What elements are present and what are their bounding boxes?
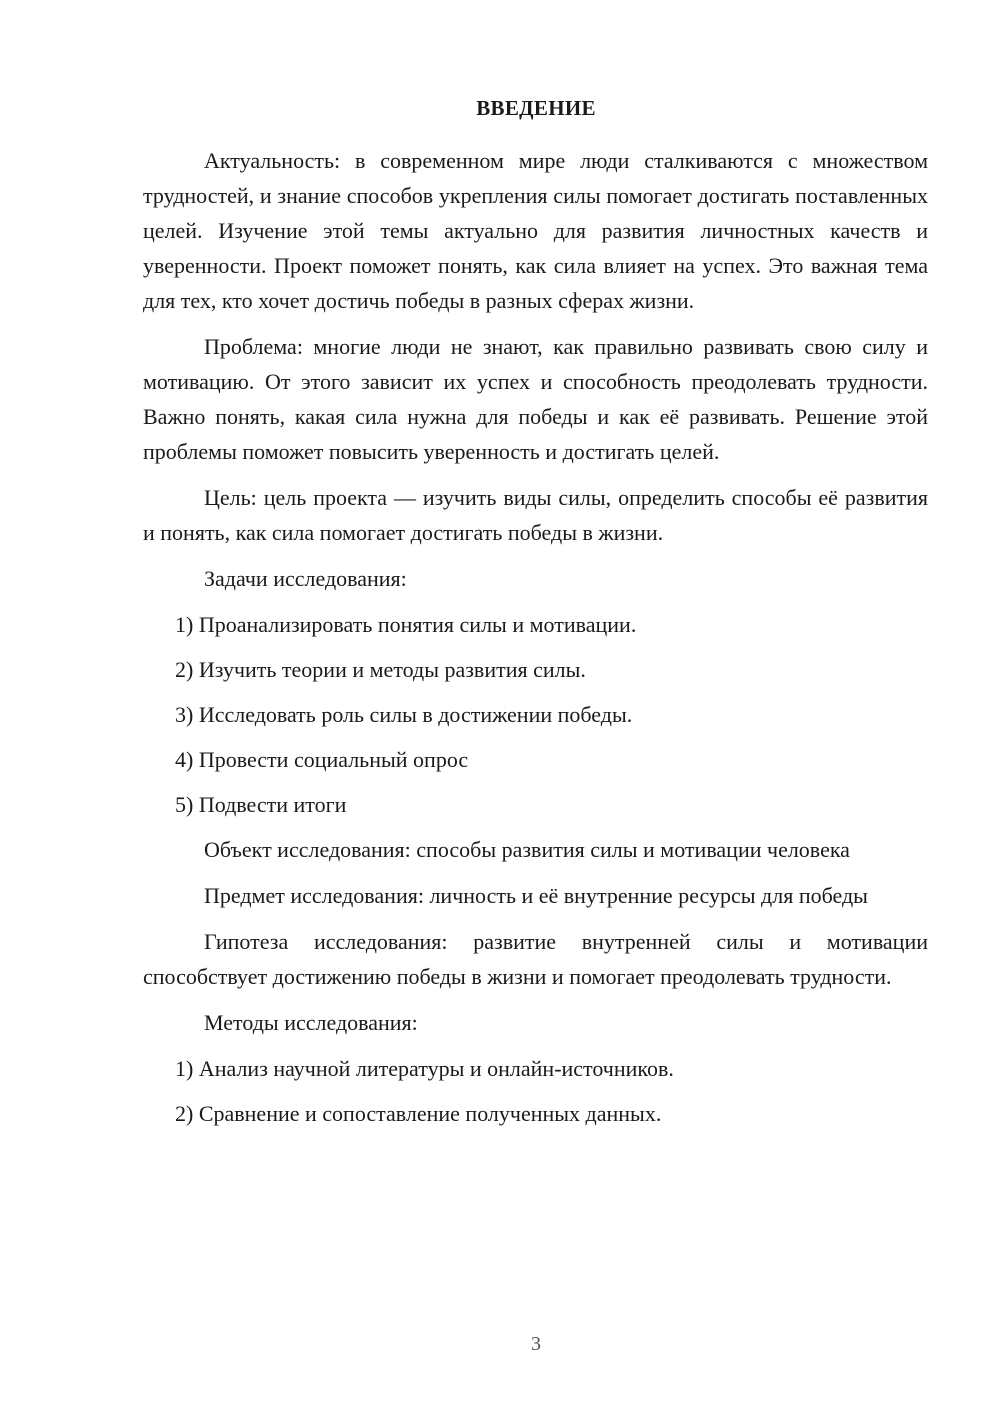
hypothesis-paragraph: Гипотеза исследования: развитие внутренней силы и мотивации способствует достижению победы в жизни и помогает преодолевать трудности. (143, 929, 928, 989)
page-body (143, 143, 928, 1141)
methods-heading: Методы исследования: (204, 1010, 418, 1035)
page-number: 3 (531, 1333, 541, 1355)
object-paragraph: Объект исследования: способы развития силы и мотивации человека (204, 837, 850, 862)
method-item: 2) Сравнение и сопоставление полученных данных. (175, 1101, 662, 1126)
task-item: 3) Исследовать роль силы в достижении победы. (175, 702, 633, 727)
task-item: 2) Изучить теории и методы развития силы. (175, 657, 586, 682)
relevance-paragraph: Актуальность: в современном мире люди сталкиваются с множеством трудностей, и знание способов укрепления силы помогает достигать поставленных целей. Изучение этой темы актуально для развития личностных качеств и уверенности. Проект поможет понять, как сила влияет на успех. Это важная тема для тех, кто хочет достичь победы в разных сферах жизни. (143, 148, 928, 313)
task-item: 5) Подвести итоги (175, 792, 347, 817)
method-item: 1) Анализ научной литературы и онлайн-источников. (175, 1056, 674, 1081)
problem-paragraph: Проблема: многие люди не знают, как правильно развивать свою силу и мотивацию. От этого зависит их успех и способность преодолевать трудности. Важно понять, какая сила нужна для победы и как её развивать. Решение этой проблемы поможет повысить уверенность и достигать целей. (143, 334, 928, 464)
task-item: 1) Проанализировать понятия силы и мотивации. (175, 612, 637, 637)
subject-paragraph: Предмет исследования: личность и её внутренние ресурсы для победы (204, 883, 868, 908)
section-title: ВВЕДЕНИЕ (476, 96, 596, 120)
tasks-heading: Задачи исследования: (204, 566, 407, 591)
task-item: 4) Провести социальный опрос (175, 747, 469, 772)
goal-paragraph: Цель: цель проекта — изучить виды силы, определить способы её развития и понять, как сила помогает достигать победы в жизни. (143, 485, 928, 545)
